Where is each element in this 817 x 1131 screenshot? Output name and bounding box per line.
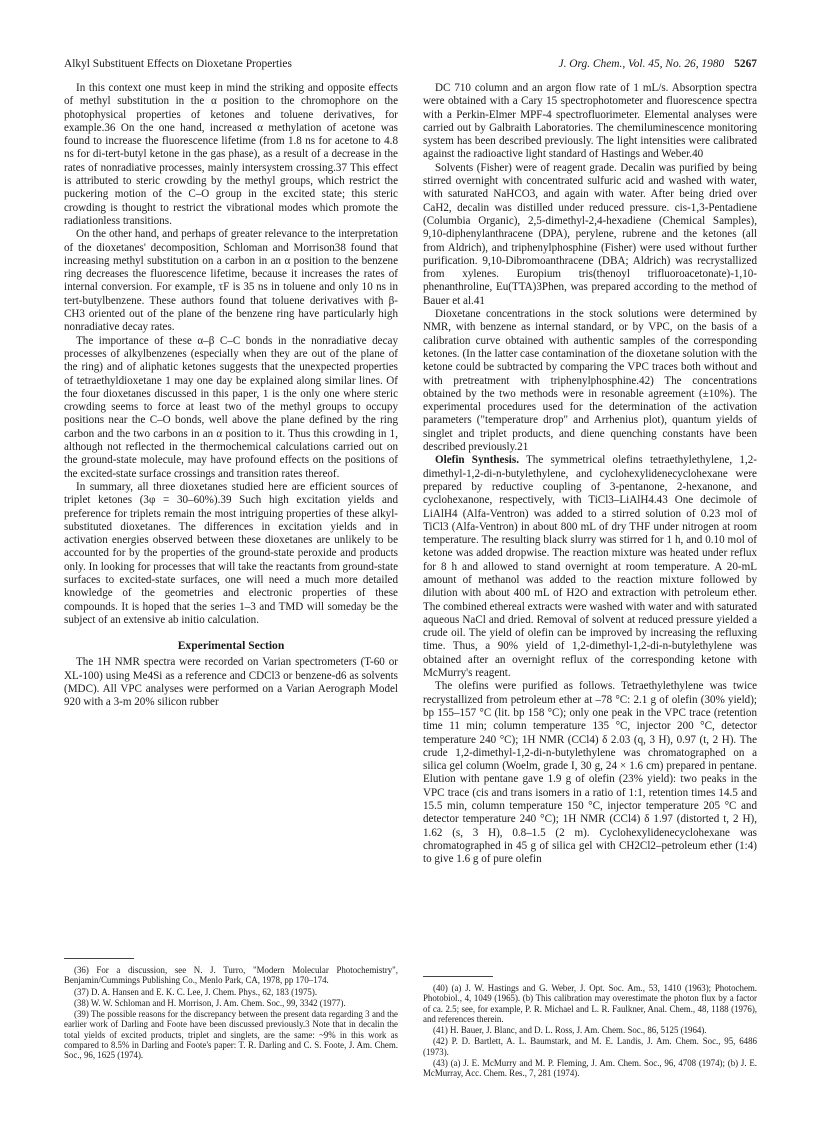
section-heading: Experimental Section xyxy=(177,639,285,653)
paragraph: In this context one must keep in mind the striking and opposite effects of methyl substitution in the α position to the chromophore on the photophysical properties of ketones and toluene derivatives, for example.36 On the one hand, increased α methylation of acetone was found to increase the fluorescence lifetime (from 1.8 ns for acetone to 4.8 ns for di-tert-butyl ketone in the gas phase), as a result of a decrease in the rates of nonradiative processes, mainly intersystem crossing.37 This effect is attributed to steric crowding by the methyl groups, which restrict the puckering motion of the C–O group in the excited state; this steric crowding is thought to restrict the vibrational modes which promote the radiationless transitions. xyxy=(64,82,398,227)
footnote: (37) D. A. Hansen and E. K. C. Lee, J. Chem. Phys., 62, 183 (1975). xyxy=(74,986,318,997)
paragraph: The importance of these α–β C–C bonds in the nonradiative decay processes of alkylbenzenes (especially when they are out of the plane of the ring) and of aliphatic ketones suggests that the unexpected properties of tetraethyldioxetane 1 may one day be explained along similar lines. Of the four dioxetanes discussed in this paper, 1 is the only one where steric crowding seems to force at least two of the methyl groups to occupy positions near the C–O bonds, well above the plane defined by the ring carbon and the two carbons in an α position to it. Thus this crowding in 1, although not reflected in the thermochemical calculations carried out on the ground-state molecule, may have profound effects on the positions of the excited-state surface crossings and transition rates thereof. xyxy=(64,334,398,480)
footnote: (39) The possible reasons for the discrepancy between the present data regarding 3 and the earlier work of Darling and Foote have been discussed previously.3 Note that in decalin the total yields of excited products, triplet and singlets, are the same: ~9% in this work as compared to 8.5% in Darling and Foote's paper: T. R. Darling and C. S. Foote, J. Am. Chem. Soc., 96, 1625 (1974). xyxy=(64,1009,398,1061)
footnote: (41) H. Bauer, J. Blanc, and D. L. Ross, J. Am. Chem. Soc., 86, 5125 (1964). xyxy=(433,1025,707,1036)
paragraph: On the other hand, and perhaps of greater relevance to the interpretation of the dioxetanes' decomposition, Schloman and Morrison38 found that increasing methyl substitution on a carbon in an α position to the benzene ring decreases the fluorescence lifetime, because it increases the rates of internal conversion. For example, τF is 35 ns in toluene and only 10 ns in tert-butylbenzene. These authors found that toluene derivatives with β-CH3 oriented out of the plane of the benzene ring have particularly high nonradiative decay rates. xyxy=(64,228,398,334)
running-title: Alkyl Substituent Effects on Dioxetane Properties xyxy=(64,58,292,70)
page-number: 5267 xyxy=(734,58,757,70)
paragraph: Dioxetane concentrations in the stock solutions were determined by NMR, with benzene as internal standard, or by VPC, on the basis of a calibration curve obtained with authentic samples of the corresponding ketones. (In the latter case contamination of the dioxetane solution with the ketone could be subtracted by comparing the VPC traces both without and with pretreatment with triphenylphosphine.42) The concentrations obtained by the two methods were in resonable agreement (±10%). The experimental procedures used for the determination of the activation parameters ("temperature drop" and Arrhenius plot), quantum yields of singlet and triplet products, and diene quenching constants have been described previously.21 xyxy=(423,308,757,454)
journal-name: J. Org. Chem., Vol. 45, No. 26, 1980 xyxy=(558,58,725,70)
paragraph: The olefins were purified as follows. Tetraethylethylene was twice recrystallized from petroleum ether at –78 °C: 2.1 g of olefin (30% yield); bp 155–157 °C (lit. bp 158 °C); only one peak in the VPC trace (retention time 11 min; column temperature 135 °C, injector 200 °C, detector temperature 240 °C); 1H NMR (CCl4) δ 2.03 (q, 3 H), 0.97 (t, 2 H). The crude 1,2-dimethyl-1,2-di-n-butylethylene was chromatographed on a silica gel column (Woelm, grade I, 30 g, 24 × 1.6 cm) prepared in pentane. Elution with pentane gave 1.9 g of olefin (23% yield): two peaks in the VPC trace (cis and trans isomers in a ratio of 1:1, retention times 14.5 and 15.5 min, column temperature 150 °C, injector temperature 205 °C and detector temperature 240 °C); 1H NMR (CCl4) δ 1.97 (distorted t, 2 H), 1.62 (s, 3 H), 0.8–1.5 (2 m). Cyclohexylidenecyclohexane was chromatographed in 45 g of silica gel with CH2Cl2–petroleum ether (1:4) to give 1.6 g of pure olefin xyxy=(423,680,757,866)
left-column xyxy=(64,82,398,710)
footnote: (42) P. D. Bartlett, A. L. Baumstark, and M. E. Landis, J. Am. Chem. Soc., 95, 6486 (1973). xyxy=(423,1036,757,1057)
paragraph-body: The symmetrical olefins tetraethylethylene, 1,2-dimethyl-1,2-di-n-butylethylene, and cyclohexylidenecyclohexane were prepared by reductive coupling of 3-pentanone, 2-hexanone, and cyclohexanone, respectively, with TiCl3–LiAlH4.43 One decimole of LiAlH4 (Alfa-Ventron) was added to a stirred solution of 0.23 mol of TiCl3 (Alfa-Ventron) in about 800 mL of dry THF under nitrogen at room temperature. The resulting black slurry was stirred for 1 h, and 0.10 mol of ketone was added dropwise. The reaction mixture was heated under reflux for 8 h and allowed to stand overnight at room temperature. A 20-mL amount of methanol was added to the reaction mixture followed by dilution with about 400 mL of H2O and extraction with petroleum ether. The combined ethereal extracts were washed with water and with saturated aqueous NaCl and dried. Removal of solvent at reduced pressure yielded a crude oil. The yield of olefin can be improved by increasing the refluxing time. Thus, a 90% yield of 1,2-dimethyl-1,2-di-n-butylethylene was obtained after an overnight reflux of the corresponding ketone with McMurry's reagent. xyxy=(423,454,757,680)
paragraph: The 1H NMR spectra were recorded on Varian spectrometers (T-60 or XL-100) using Me4Si as a reference and CDCl3 or benzene-d6 as solvents (MDC). All VPC analyses were performed on a Varian Aerograph Model 920 with a 3-m 20% silicon rubber xyxy=(64,656,398,709)
running-header xyxy=(64,58,757,72)
run-in-heading: Olefin Synthesis. xyxy=(435,454,519,467)
footnote: (38) W. W. Schloman and H. Morrison, J. Am. Chem. Soc., 99, 3342 (1977). xyxy=(74,997,346,1008)
footnote-rule xyxy=(64,958,134,959)
footnote-rule xyxy=(423,976,493,977)
footnote: (40) (a) J. W. Hastings and G. Weber, J. Opt. Soc. Am., 53, 1410 (1963); Photochem. Photobiol., 4, 1049 (1965). (b) This calibration may overestimate the photon flux by a factor of ca. 2.5; see, for example, P. R. Michael and L. R. Faulkner, Anal. Chem., 48, 1188 (1976), and references therein. xyxy=(423,983,757,1024)
footnote: (36) For a discussion, see N. J. Turro, "Modern Molecular Photochemistry", Benjamin/Cummings Publishing Co., Menlo Park, CA, 1978, pp 170–174. xyxy=(64,965,398,986)
paragraph: In summary, all three dioxetanes studied here are efficient sources of triplet ketones (3φ = 30–60%).39 Such high excitation yields and preference for triplets remain the most intriguing properties of these alkyl-substituted dioxetanes. The differences in excitation yields and in activation energies observed between these dioxetanes are unlikely to be accounted for by the properties of the ground-state peroxide and products only. In looking for processes that will take the reactants from ground-state surfaces to excited-state surfaces, one will need a much more detailed knowledge of the geometries and electronic properties of these compounds. It is hoped that the series 1–3 and TMD will someday be the subject of an extensive ab initio calculation. xyxy=(64,480,398,626)
paragraph: DC 710 column and an argon flow rate of 1 mL/s. Absorption spectra were obtained with a Cary 15 spectrophotometer and fluorescence spectra with a Perkin-Elmer MPF-4 spectrofluorimeter. Elemental analyses were carried out by Galbraith Laboratories. The chemiluminescence monitoring system has been described previously. The light intensities were calibrated against the radioactive light standard of Hastings and Weber.40 xyxy=(423,82,757,161)
footnotes-left xyxy=(64,965,398,1062)
footnote: (43) (a) J. E. McMurry and M. P. Fleming, J. Am. Chem. Soc., 96, 4708 (1974); (b) J. E. McMurray, Acc. Chem. Res., 7, 281 (1974). xyxy=(423,1058,757,1079)
right-column xyxy=(423,82,757,867)
journal-citation xyxy=(559,58,757,70)
footnotes-right xyxy=(423,983,757,1080)
paragraph: Solvents (Fisher) were of reagent grade. Decalin was purified by being stirred overnight with concentrated sulfuric acid and washed with water, with saturated NaHCO3, and again with water. After being dried over CaH2, decalin was distilled under reduced pressure. cis-1,3-Pentadiene (Columbia Organic), 2,5-dimethyl-2,4-hexadiene (Chemical Samples), 9,10-diphenylanthracene (DPA), perylene, rubrene and the ketones (all from Aldrich), and triphenylphosphine (Fisher) were used without further purification. 9,10-Dibromoanthracene (DBA; Aldrich) was recrystallized from xylenes. Europium tris(thenoyl trifluoroacetonate)-1,10-phenanthroline, Eu(TTA)3Phen, was prepared according to the method of Bauer et al.41 xyxy=(423,161,757,307)
paragraph xyxy=(423,454,757,680)
